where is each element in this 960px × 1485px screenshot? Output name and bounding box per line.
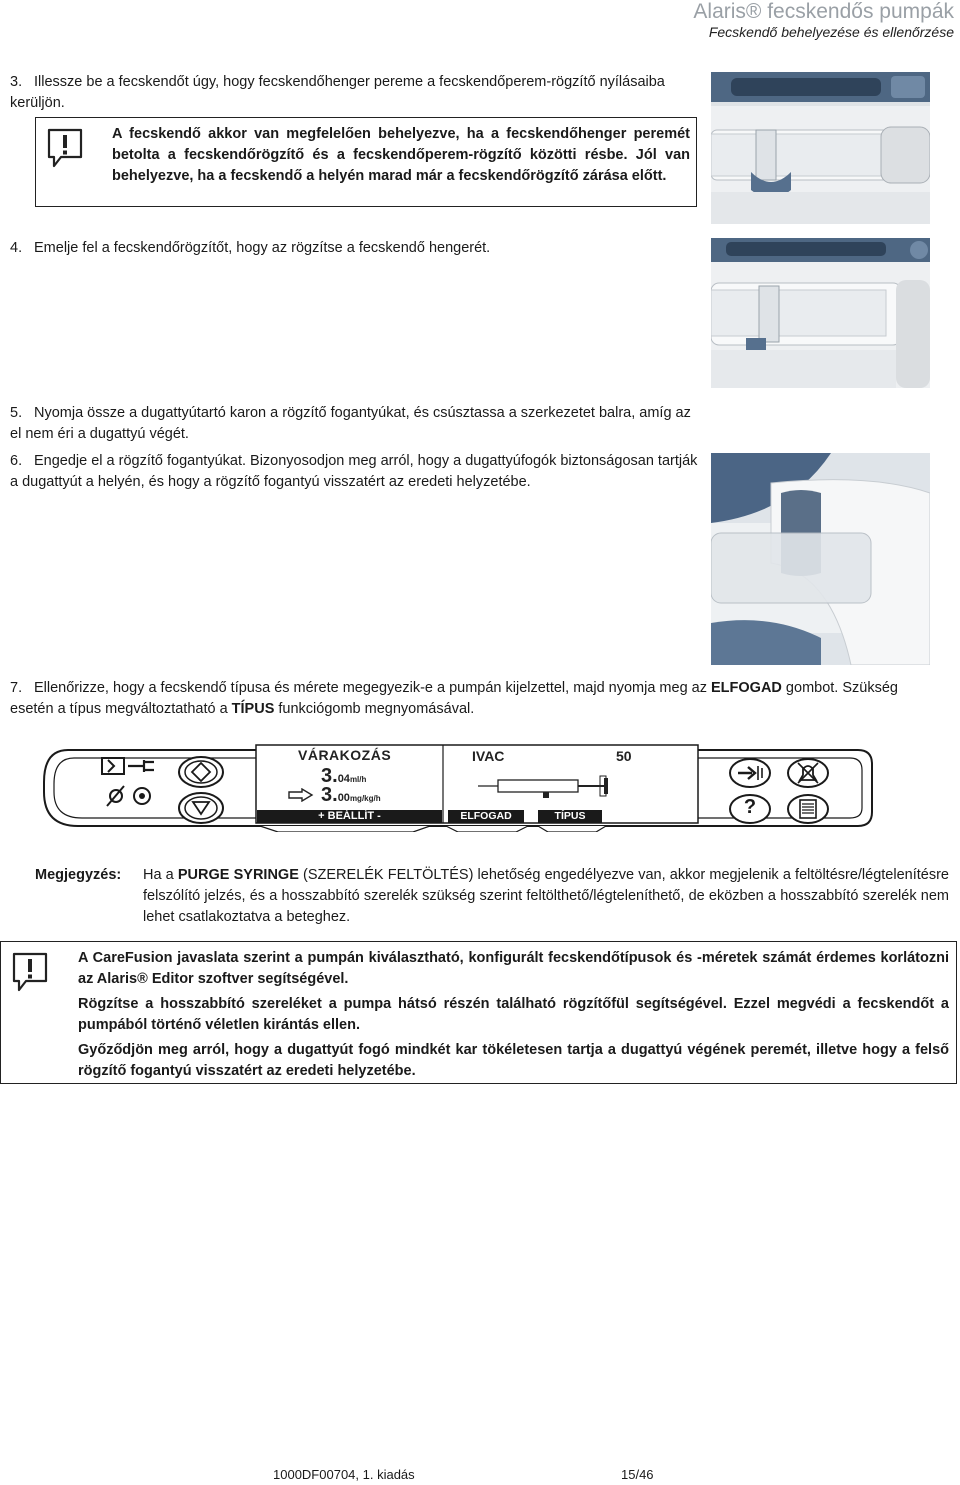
rate-big: 3.: [321, 765, 338, 787]
help-label: ?: [743, 796, 757, 818]
note-label: Megjegyzés:: [35, 867, 122, 883]
silence-alarm-button[interactable]: [786, 756, 830, 790]
step-number: 5.: [10, 405, 23, 421]
page-number: 15/46: [621, 1467, 654, 1482]
battery-mains-icon: [100, 752, 170, 780]
tipus-keyword: TÍPUS: [231, 701, 275, 717]
step-text: Emelje fel a fecskendőrögzítőt, hogy az rögzítse a fecskendő hengerét.: [34, 240, 491, 256]
step-3: [10, 72, 690, 114]
rate-unit: ml/h: [349, 775, 367, 784]
tipus-softkey[interactable]: TÍPUS: [554, 810, 586, 822]
pump-panel: [38, 742, 874, 832]
step-5: [10, 403, 700, 445]
bolus-button[interactable]: [728, 756, 772, 790]
warning-icon: [46, 127, 84, 169]
warning-box-2: [0, 941, 957, 1084]
lcd-syringe-size: 50: [616, 748, 632, 764]
options-button[interactable]: [786, 792, 830, 826]
warning-paragraph-1: A CareFusion javaslata szerint a pumpán kiválasztható, konfigurált fecskendőtípusok és -méretek számát érdemes korlátozni az Alaris® Editor szoftver segítségével.: [78, 950, 949, 987]
note-bold: PURGE SYRINGE: [177, 867, 299, 883]
step-text: Illessze be a fecskendőt úgy, hogy fecskendőhenger pereme a fecskendőperem-rögzítő nyílásaiba kerüljön.: [10, 74, 665, 111]
step-number: 7.: [10, 680, 23, 696]
note-post: (SZERELÉK FELTÖLTÉS) lehetőség engedélyezve van, akkor megjelenik a feltöltésre/légtelenítésre felszólító jelzés, és a hosszabbító szerelék szükség szerint feltölthető/légteleníthető, de eközben a hosszabbító szerelék nem lehet csatlakoztatva a beteghez.: [143, 867, 949, 925]
warning-box: [35, 117, 697, 207]
warning-paragraph-2: Rögzítse a hosszabbító szereléket a pumpa hátsó részén található rögzítőfül segítségével. Ezzel megvédi a fecskendőt a pumpából történő véletlen kirántás ellen.: [78, 996, 949, 1033]
step-number: 4.: [10, 240, 23, 256]
step-text-c: funkciógomb megnyomásával.: [274, 701, 475, 717]
syringe-photo-1: [711, 72, 930, 224]
step-7: [10, 678, 930, 720]
step-6: [10, 451, 700, 493]
arrow-right-icon: [288, 788, 314, 802]
step-text-b: gombot. Szükség esetén a típus megváltoztatható a: [10, 680, 898, 717]
elfogad-keyword: ELFOGAD: [711, 680, 782, 696]
step-text: Nyomja össze a dugattyútartó karon a rögzítő fogantyúkat, és csúsztassa a szerkezetet balra, amíg az el nem éri a dugattyú végét.: [10, 405, 691, 442]
syringe-photo-2: [711, 238, 930, 388]
rate-big: 3.: [321, 784, 338, 806]
header-subtitle: Fecskendő behelyezése és ellenőrzése: [708, 24, 954, 40]
lcd-rate-secondary: [321, 784, 381, 807]
run-button[interactable]: [176, 754, 226, 790]
elfogad-softkey[interactable]: ELFOGAD: [460, 810, 512, 822]
stop-button[interactable]: [176, 790, 226, 826]
warning-icon: [11, 951, 49, 993]
document-id: 1000DF00704, 1. kiadás: [273, 1467, 415, 1482]
note-pre: Ha a: [143, 867, 178, 883]
note-text: [143, 865, 949, 928]
adjust-softkey[interactable]: + BEÁLLÍT -: [318, 810, 381, 822]
step-text-a: Ellenőrizze, hogy a fecskendő típusa és mérete megegyezik-e a pumpán kijelzettel, majd nyomja meg az: [34, 680, 712, 696]
step-number: 3.: [10, 74, 23, 90]
header-title: Alaris® fecskendős pumpák: [693, 0, 954, 23]
rate-small: 00: [337, 792, 350, 804]
lcd-syringe-type: IVAC: [472, 748, 505, 764]
warning-text: A fecskendő akkor van megfelelően behelyezve, ha a fecskendőhenger peremét betolta a fecskendőrögzítő és a fecskendőperem-rögzítő közötti résbe. Jól van behelyezve, ha a fecskendő a helyén marad már a fecskendőrögzítő zárása előtt.: [112, 126, 690, 184]
rate-unit: mg/kg/h: [349, 794, 381, 803]
rate-small: 04: [337, 773, 350, 785]
on-hold-icon: [102, 782, 162, 812]
step-text: Engedje el a rögzítő fogantyúkat. Bizonyosodjon meg arról, hogy a dugattyúfogók biztonságosan tartják a dugattyút a helyén, és hogy a rögzítő fogantyú visszatért az eredeti helyzetébe.: [10, 453, 698, 490]
warning-paragraph-3: Győződjön meg arról, hogy a dugattyút fogó mindkét kar tökéletesen tartja a dugattyú végének peremét, illetve hogy a felső rögzítő fogantyú visszatért az eredeti helyzetébe.: [78, 1042, 949, 1079]
step-4: [10, 238, 690, 259]
plunger-photo: [711, 453, 930, 665]
step-number: 6.: [10, 453, 23, 469]
lcd-status: VÁRAKOZÁS: [298, 747, 392, 763]
